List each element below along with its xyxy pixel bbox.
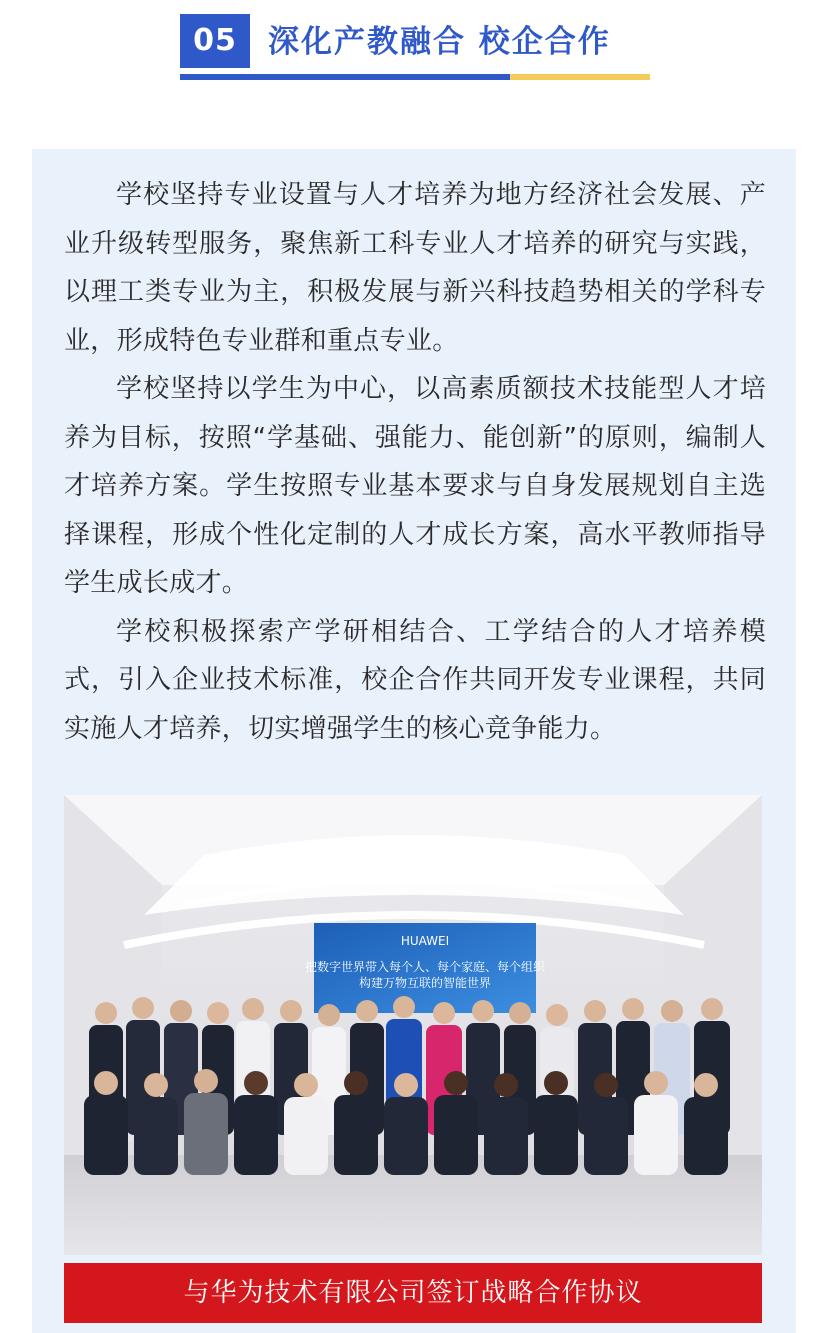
group-photo <box>64 795 762 1255</box>
paragraph-3: 学校积极探索产学研相结合、工学结合的人才培养模式，引入企业技术标准，校企合作共同开发专业课程，共同实施人才培养，切实增强学生的核心竞争能力。 <box>64 616 766 744</box>
title-underline-blue <box>180 74 510 80</box>
screen-logo-text: HUAWEI <box>400 934 450 948</box>
screen-line-1: 把数字世界带入每个人、每个家庭、每个组织 <box>304 960 546 974</box>
section-header <box>180 14 650 82</box>
section-title: 深化产教融合 校企合作 <box>268 24 611 60</box>
paragraph-2: 学校坚持以学生为中心，以高素质额技术技能型人才培养为目标，按照“学基础、强能力、能创新”的原则，编制人才培养方案。学生按照专业基本要求与自身发展规划自主选择课程，形成个性化定制的人才成长方案，高水平教师指导学生成长成才。 <box>64 374 766 598</box>
title-underline-yellow <box>510 74 650 80</box>
body-text <box>64 171 766 753</box>
paragraph-1: 学校坚持专业设置与人才培养为地方经济社会发展、产业升级转型服务，聚焦新工科专业人才培养的研究与实践，以理工类专业为主，积极发展与新兴科技趋势相关的学科专业，形成特色专业群和重点专业。 <box>64 180 766 356</box>
section-number: 05 <box>180 14 250 68</box>
screen-line-2: 构建万物互联的智能世界 <box>358 976 492 990</box>
photo-caption: 与华为技术有限公司签订战略合作协议 <box>64 1263 762 1323</box>
content-panel <box>32 149 796 1333</box>
